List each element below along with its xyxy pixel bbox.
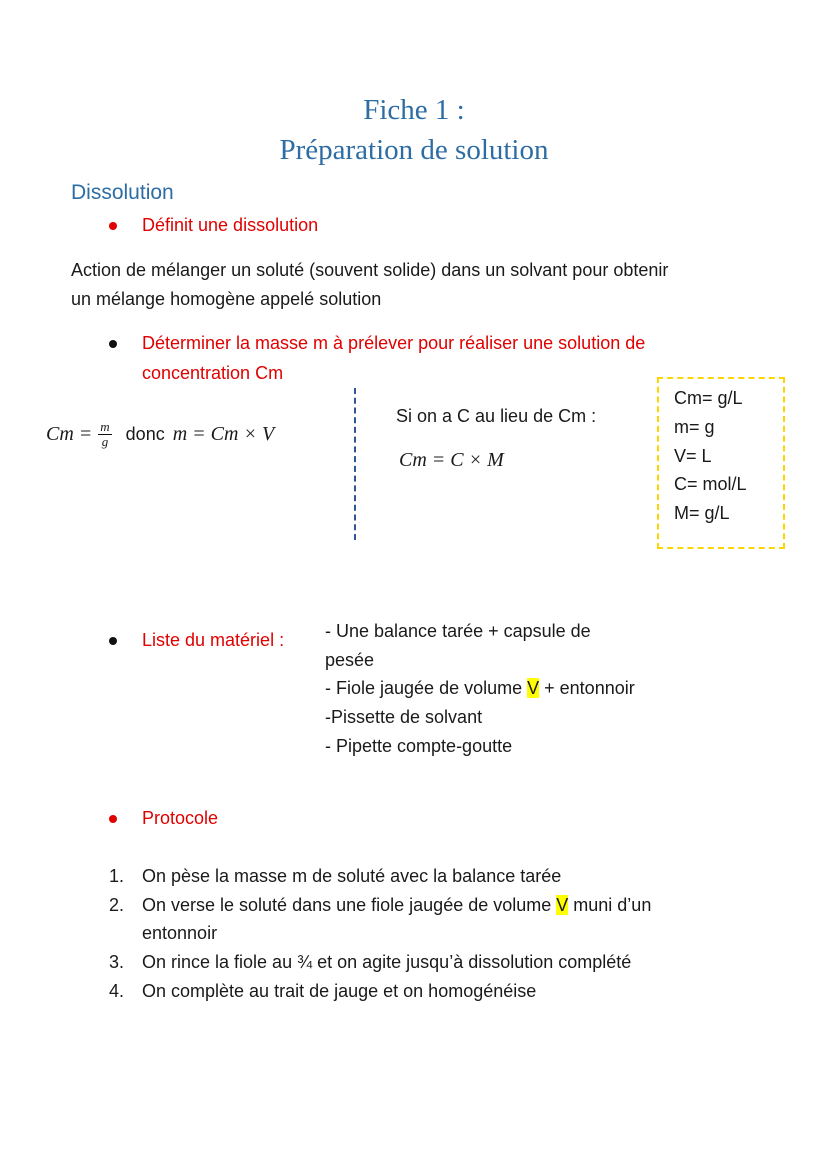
materiel-item-2-text: - Fiole jaugée de volume [325, 678, 528, 698]
highlight-v: V [527, 678, 540, 698]
bullet-dot [109, 637, 117, 645]
step-2-text [142, 895, 651, 916]
unit-m: m= g [674, 417, 715, 437]
materiel-item-2-tail: + entonnoir [539, 678, 635, 698]
step-number: 3. [108, 952, 124, 972]
step-2-before: On verse le soluté dans une fiole jaugée de volume [142, 895, 557, 915]
materiel-label: Liste du matériel : [142, 630, 285, 650]
step-3-text: On rince la fiole au ¾ et on agite jusqu’à dissolution complété [142, 952, 632, 972]
bullet-determiner-line-1: Déterminer la masse m à prélever pour réaliser une solution de [142, 333, 646, 353]
materiel-item-2 [325, 678, 635, 699]
materiel-item-4: - Pipette compte-goutte [325, 736, 513, 756]
m-formula: m = Cm × V [172, 423, 275, 445]
unit-cm: Cm= g/L [674, 388, 743, 408]
step-2-cont: entonnoir [142, 923, 218, 943]
page-title: Fiche 1 : [363, 94, 465, 126]
c-formula: Cm = C × M [399, 449, 504, 471]
step-2-after: muni d’un [568, 895, 652, 915]
dashed-divider [354, 388, 356, 540]
step-number: 4. [108, 981, 124, 1001]
bullet-dot [109, 815, 117, 823]
definition-line-1: Action de mélanger un soluté (souvent solide) dans un solvant pour obtenir [71, 260, 669, 280]
mass-formula [46, 420, 274, 449]
materiel-item-3: -Pissette de solvant [325, 707, 483, 727]
bullet-determiner-line-2: concentration Cm [142, 363, 284, 383]
materiel-item-1-cont: pesée [325, 650, 375, 670]
unit-mm: M= g/L [674, 503, 730, 523]
bullet-dot [109, 340, 117, 348]
step-number: 1. [108, 866, 124, 886]
unit-v: V= L [674, 446, 712, 466]
step-4-text: On complète au trait de jauge et on homogénéise [142, 981, 537, 1001]
cm-lhs: Cm = [46, 423, 93, 445]
step-1-text: On pèse la masse m de soluté avec la balance tarée [142, 866, 562, 886]
donc-word: donc [125, 424, 165, 444]
step-number: 2. [108, 895, 124, 915]
section-heading: Dissolution [71, 181, 174, 204]
definition-line-2: un mélange homogène appelé solution [71, 289, 382, 309]
bullet-definit: Définit une dissolution [142, 215, 319, 235]
fraction-numerator: m [100, 419, 110, 434]
materiel-item-1: - Une balance tarée + capsule de [325, 621, 591, 641]
si-on-a-text: Si on a C au lieu de Cm : [396, 406, 597, 426]
fraction-denominator: g [101, 434, 109, 449]
unit-c: C= mol/L [674, 474, 747, 494]
highlight-v: V [556, 895, 569, 915]
protocole-label: Protocole [142, 808, 219, 828]
bullet-dot [109, 222, 117, 230]
fraction [98, 420, 111, 449]
page-subtitle: Préparation de solution [279, 134, 549, 166]
